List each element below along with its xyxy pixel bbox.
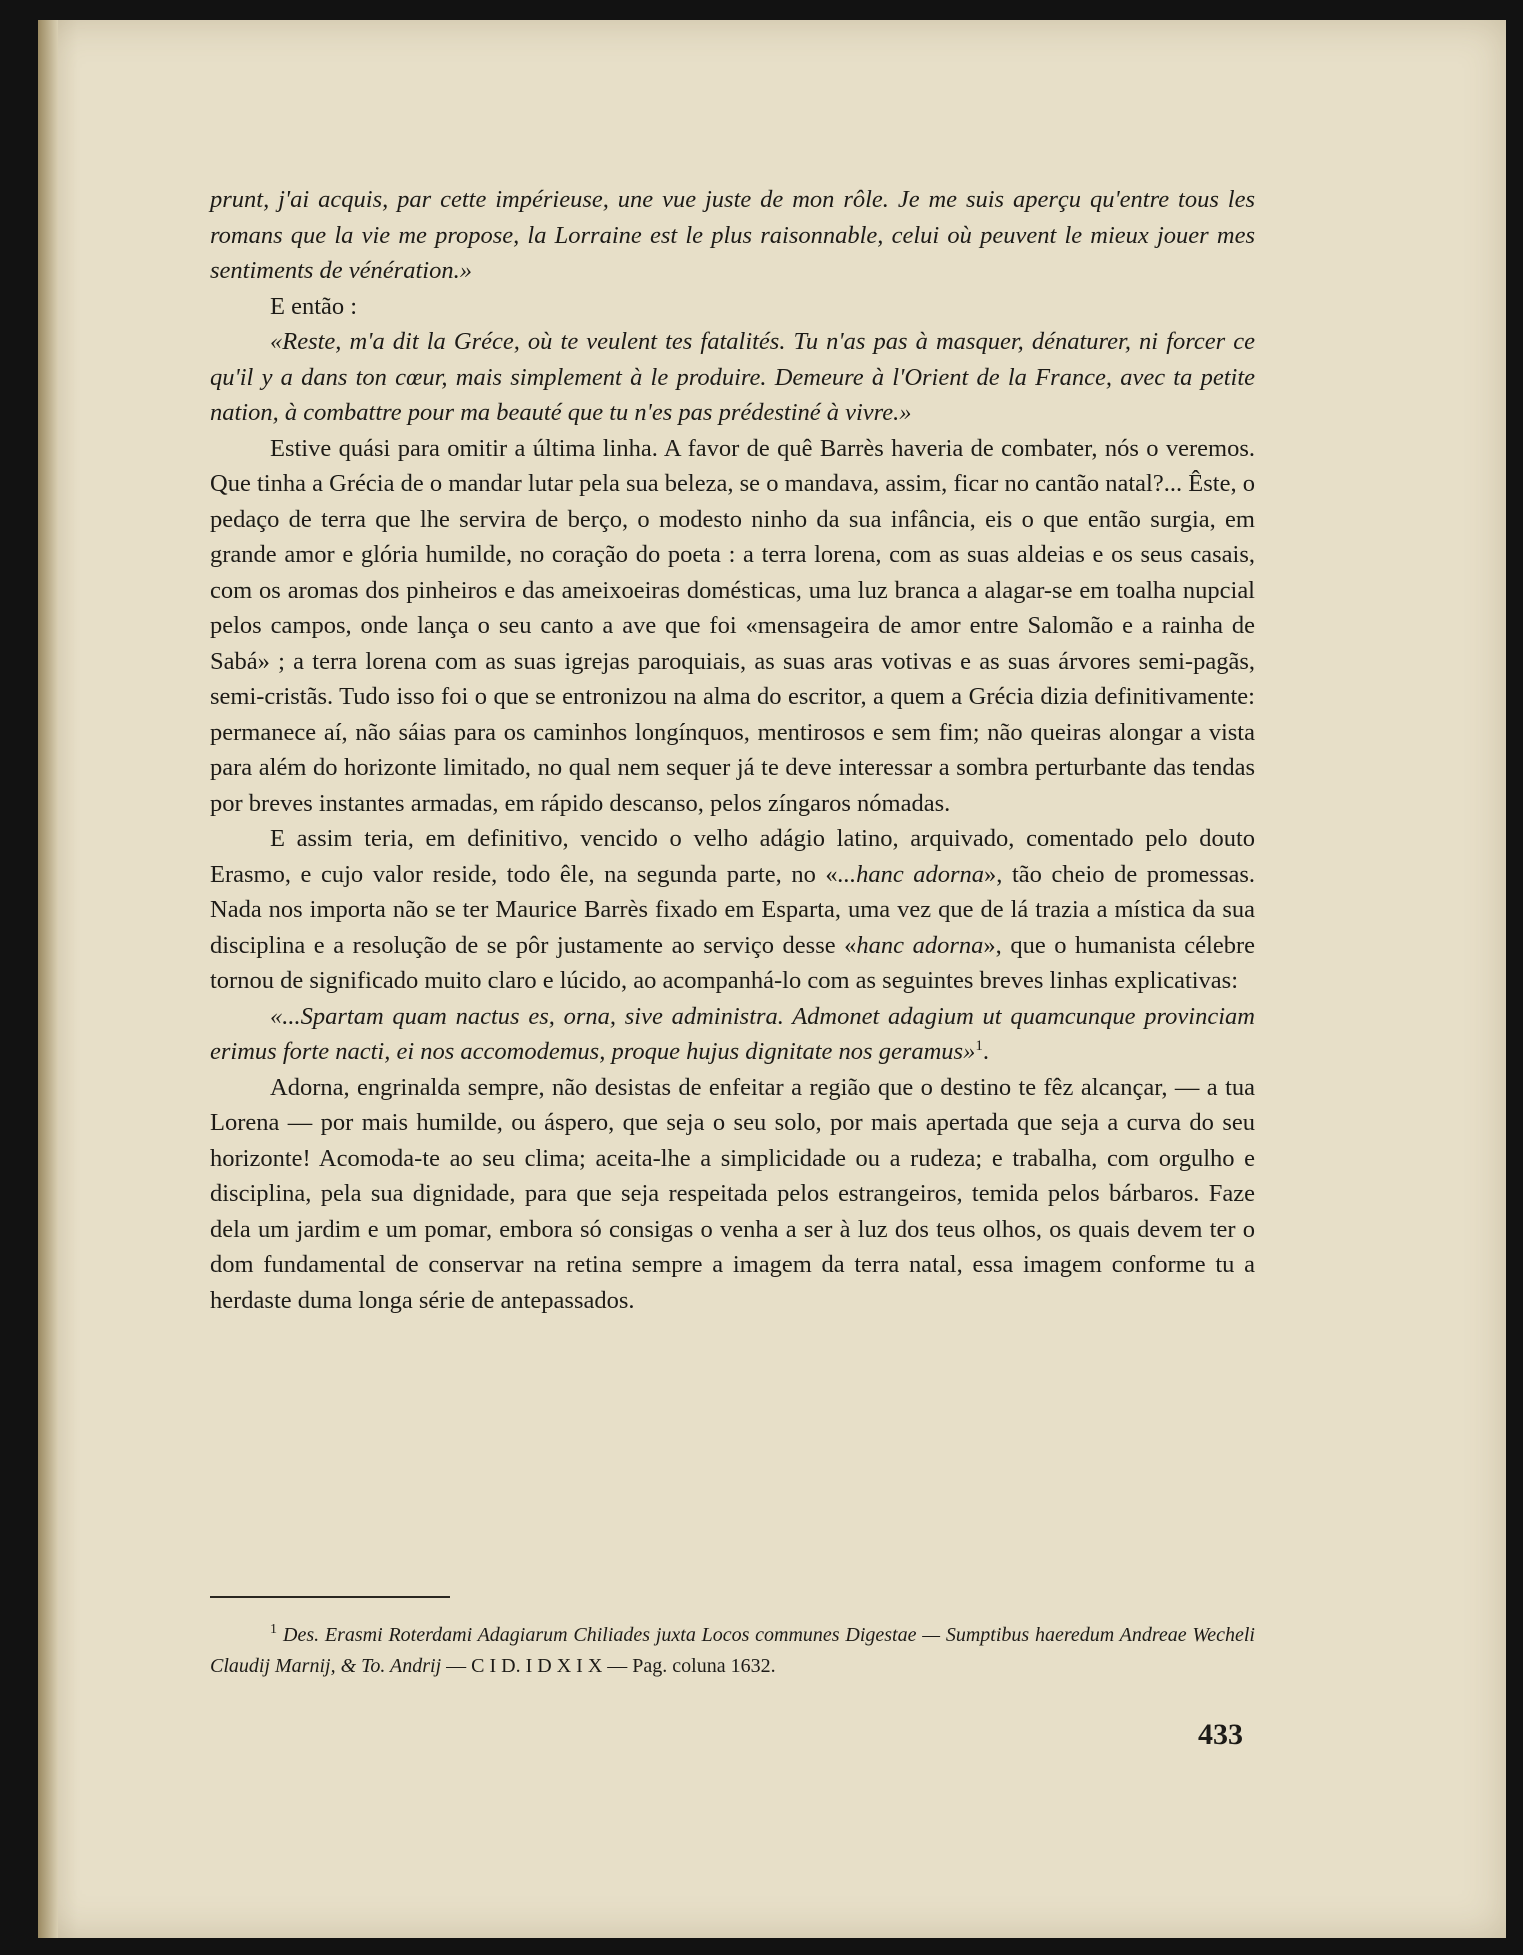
page-number: 433	[1198, 1718, 1243, 1751]
paragraph-intro: E então :	[270, 292, 358, 320]
footnote-reference: — C I D. I D X I X — Pag. coluna 1632.	[441, 1655, 776, 1677]
footnote-rule	[210, 1596, 450, 1598]
paragraph-latin-quote	[210, 999, 1255, 1070]
paragraph-erasmus-part-a: E assim teria, em definitivo, vencido o velho adágio latino, arquivado, comentado pelo douto Erasmo, e cujo valor reside, todo êle, na segunda parte, no «	[210, 825, 1255, 888]
hanc-adorna-quote-2: hanc adorna	[856, 931, 984, 959]
paragraph-erasmus-part-e: », que o humanista célebre tornou de significado muito claro e lúcido, ao acompanhá-lo com as seguintes breves linhas explicativas:	[210, 931, 1255, 994]
paragraph-french-quote-end: prunt, j'ai acquis, par cette impérieuse, une vue juste de mon rôle. Je me suis aperçu qu'entre tous les romans que la vie me propose, la Lorraine est le plus raisonnable, celui où peuvent le mieux jouer mes sentiments de vénération.»	[210, 186, 1255, 284]
footnote	[210, 1620, 1255, 1682]
latin-quote-end: .	[982, 1038, 989, 1065]
paragraph-erasmus-part-c: », tão cheio de promessas. Nada nos importa não se ter Maurice Barrès fixado em Esparta, uma vez que de lá trazia a mística da sua disciplina e a resolução de se pôr justamente ao serviço desse «	[210, 860, 1255, 959]
paragraph-commentary: Estive quási para omitir a última linha. A favor de quê Barrès haveria de combater, nós o veremos. Que tinha a Grécia de o mandar lutar pela sua beleza, se o mandava, assim, ficar no cantão natal?... Êste, o pedaço de terra que lhe servira de berço, o modesto ninho da sua infância, eis o que então surgia, em grande amor e glória humilde, no coração do poeta : a terra lorena, com as suas aldeias e os seus casais, com os aromas dos pinheiros e das ameixoeiras domésticas, uma luz branca a alagar-se em toalha nupcial pelos campos, onde lança o seu canto a ave que foi «mensageira de amor entre Salomão e a rainha de Sabá» ; a terra lorena com as suas igrejas paroquiais, as suas aras votivas e as suas árvores semi-pagãs, semi-cristãs. Tudo isso foi o que se entronizou na alma do escritor, a quem a Grécia dizia definitivamente: permanece aí, não sáias para os caminhos longínquos, mentirosos e sem fim; não queiras alongar a vista para além do horizonte limitado, no qual nem sequer já te deve interessar a sombra perturbante das tendas por breves instantes armadas, em rápido descanso, pelos zíngaros nómadas.	[210, 434, 1255, 817]
footnote-number: 1	[270, 1622, 277, 1638]
footnote-marker: 1	[975, 1037, 983, 1054]
latin-quote-text: «...Spartam quam nactus es, orna, sive administra. Admonet adagium ut quamcunque provinciam erimus forte nacti, ei nos accomodemus, proque hujus dignitate nos geramus»	[210, 1002, 1255, 1065]
body-text	[210, 182, 1255, 1318]
page-binding-edge	[38, 20, 58, 1938]
hanc-adorna-quote-1: ...hanc adorna	[837, 860, 985, 888]
footnote-citation: Des. Erasmi Roterdami Adagiarum Chiliades juxta Locos communes Digestae — Sumptibus haeredum Andreae Wecheli Claudij Marnij, & To. Andrij	[210, 1624, 1255, 1677]
paragraph-french-quote: «Reste, m'a dit la Gréce, où te veulent tes fatalités. Tu n'as pas à masquer, dénaturer, ni forcer ce qu'il y a dans ton cœur, mais simplement à le produire. Demeure à l'Orient de la France, avec ta petite nation, à combattre pour ma beauté que tu n'es pas prédestiné à vivre.»	[210, 328, 1255, 426]
paragraph-conclusion: Adorna, engrinalda sempre, não desistas de enfeitar a região que o destino te fêz alcançar, — a tua Lorena — por mais humilde, ou áspero, que seja o seu solo, por mais apertada que seja a curva do seu horizonte! Acomoda-te ao seu clima; aceita-lhe a simplicidade ou a rudeza; e trabalha, com orgulho e disciplina, pela sua dignidade, para que seja respeitada pelos estrangeiros, temida pelos bárbaros. Faze dela um jardim e um pomar, embora só consigas o venha a ser à luz dos teus olhos, os quais devem ter o dom fundamental de conservar na retina sempre a imagem da terra natal, essa imagem conforme tu a herdaste duma longa série de antepassados.	[210, 1073, 1255, 1314]
paragraph-erasmus	[210, 821, 1255, 999]
